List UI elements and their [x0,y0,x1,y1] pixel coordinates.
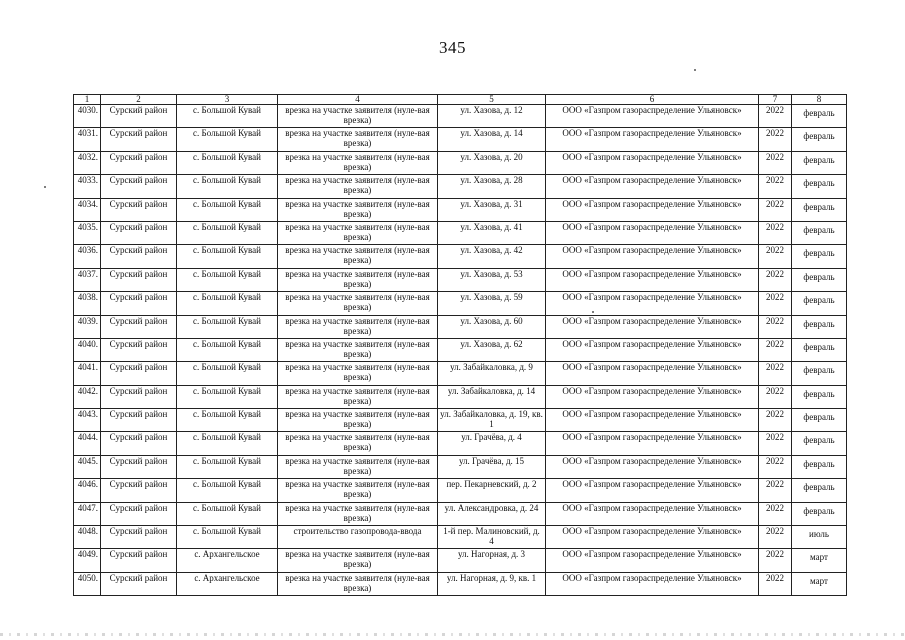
column-header-5: 5 [438,95,546,105]
settlement-cell: с. Архангельское [177,549,278,572]
table-row [74,315,847,338]
settlement-cell: с. Большой Кувай [177,409,278,432]
address-cell: ул. Хазова, д. 28 [438,175,546,198]
organization-cell: ООО «Газпром газораспределение Ульяновск» [546,292,759,315]
settlement-cell: с. Большой Кувай [177,455,278,478]
settlement-cell: с. Большой Кувай [177,362,278,385]
work-type-cell: врезка на участке заявителя (нуле-вая врезка) [278,105,438,128]
month-cell: февраль [792,502,847,525]
settlement-cell: с. Большой Кувай [177,526,278,549]
work-type-cell: врезка на участке заявителя (нуле-вая врезка) [278,432,438,455]
table-row [74,572,847,595]
organization-cell: ООО «Газпром газораспределение Ульяновск» [546,385,759,408]
table-row [74,338,847,361]
data-table [73,94,847,596]
district-cell: Сурский район [101,105,177,128]
work-type-cell: строительство газопровода-ввода [278,526,438,549]
month-cell: февраль [792,362,847,385]
address-cell: ул. Забайкаловка, д. 14 [438,385,546,408]
settlement-cell: с. Большой Кувай [177,151,278,174]
district-cell: Сурский район [101,292,177,315]
organization-cell: ООО «Газпром газораспределение Ульяновск» [546,175,759,198]
row-number-cell: 4039. [74,315,101,338]
column-header-2: 2 [101,95,177,105]
table-row [74,245,847,268]
page-number: 345 [439,38,466,57]
month-cell: февраль [792,151,847,174]
row-number-cell: 4036. [74,245,101,268]
settlement-cell: с. Большой Кувай [177,128,278,151]
district-cell: Сурский район [101,245,177,268]
work-type-cell: врезка на участке заявителя (нуле-вая врезка) [278,409,438,432]
month-cell: февраль [792,479,847,502]
row-number-cell: 4034. [74,198,101,221]
district-cell: Сурский район [101,502,177,525]
row-number-cell: 4048. [74,526,101,549]
address-cell: ул. Хазова, д. 60 [438,315,546,338]
work-type-cell: врезка на участке заявителя (нуле-вая врезка) [278,198,438,221]
year-cell: 2022 [759,245,792,268]
settlement-cell: с. Большой Кувай [177,338,278,361]
address-cell: ул. Забайкаловка, д. 19, кв. 1 [438,409,546,432]
organization-cell: ООО «Газпром газораспределение Ульяновск» [546,268,759,291]
row-number-cell: 4046. [74,479,101,502]
work-type-cell: врезка на участке заявителя (нуле-вая врезка) [278,245,438,268]
row-number-cell: 4045. [74,455,101,478]
column-header-4: 4 [278,95,438,105]
organization-cell: ООО «Газпром газораспределение Ульяновск» [546,151,759,174]
year-cell: 2022 [759,502,792,525]
district-cell: Сурский район [101,221,177,244]
work-type-cell: врезка на участке заявителя (нуле-вая врезка) [278,268,438,291]
district-cell: Сурский район [101,338,177,361]
table-row [74,549,847,572]
district-cell: Сурский район [101,315,177,338]
row-number-cell: 4043. [74,409,101,432]
row-number-cell: 4047. [74,502,101,525]
year-cell: 2022 [759,455,792,478]
table-row [74,479,847,502]
row-number-cell: 4044. [74,432,101,455]
month-cell: март [792,572,847,595]
district-cell: Сурский район [101,479,177,502]
column-header-6: 6 [546,95,759,105]
year-cell: 2022 [759,198,792,221]
column-header-1: 1 [74,95,101,105]
address-cell: ул. Хазова, д. 12 [438,105,546,128]
district-cell: Сурский район [101,385,177,408]
address-cell: ул. Хазова, д. 31 [438,198,546,221]
scan-speck [44,186,46,188]
settlement-cell: с. Архангельское [177,572,278,595]
year-cell: 2022 [759,151,792,174]
organization-cell: ООО «Газпром газораспределение Ульяновск» [546,432,759,455]
year-cell: 2022 [759,385,792,408]
address-cell: ул. Хазова, д. 53 [438,268,546,291]
row-number-cell: 4038. [74,292,101,315]
year-cell: 2022 [759,572,792,595]
year-cell: 2022 [759,128,792,151]
settlement-cell: с. Большой Кувай [177,221,278,244]
month-cell: февраль [792,221,847,244]
work-type-cell: врезка на участке заявителя (нуле-вая врезка) [278,338,438,361]
district-cell: Сурский район [101,432,177,455]
address-cell: ул. Хазова, д. 41 [438,221,546,244]
district-cell: Сурский район [101,549,177,572]
organization-cell: ООО «Газпром газораспределение Ульяновск» [546,128,759,151]
table-row [74,128,847,151]
address-cell: ул. Александровка, д. 24 [438,502,546,525]
table-row [74,385,847,408]
month-cell: февраль [792,338,847,361]
month-cell: февраль [792,315,847,338]
district-cell: Сурский район [101,198,177,221]
table-row [74,105,847,128]
month-cell: март [792,549,847,572]
settlement-cell: с. Большой Кувай [177,245,278,268]
work-type-cell: врезка на участке заявителя (нуле-вая врезка) [278,572,438,595]
organization-cell: ООО «Газпром газораспределение Ульяновск» [546,479,759,502]
scan-speck [694,69,696,71]
row-number-cell: 4040. [74,338,101,361]
column-header-8: 8 [792,95,847,105]
year-cell: 2022 [759,526,792,549]
organization-cell: ООО «Газпром газораспределение Ульяновск» [546,409,759,432]
month-cell: февраль [792,432,847,455]
settlement-cell: с. Большой Кувай [177,268,278,291]
district-cell: Сурский район [101,409,177,432]
settlement-cell: с. Большой Кувай [177,292,278,315]
settlement-cell: с. Большой Кувай [177,105,278,128]
address-cell: ул. Хазова, д. 20 [438,151,546,174]
district-cell: Сурский район [101,572,177,595]
month-cell: февраль [792,455,847,478]
work-type-cell: врезка на участке заявителя (нуле-вая врезка) [278,385,438,408]
year-cell: 2022 [759,105,792,128]
row-number-cell: 4035. [74,221,101,244]
address-cell: ул. Хазова, д. 42 [438,245,546,268]
settlement-cell: с. Большой Кувай [177,432,278,455]
district-cell: Сурский район [101,128,177,151]
work-type-cell: врезка на участке заявителя (нуле-вая врезка) [278,128,438,151]
organization-cell: ООО «Газпром газораспределение Ульяновск» [546,221,759,244]
year-cell: 2022 [759,221,792,244]
year-cell: 2022 [759,338,792,361]
address-cell: ул. Грачёва, д. 4 [438,432,546,455]
row-number-cell: 4042. [74,385,101,408]
work-type-cell: врезка на участке заявителя (нуле-вая врезка) [278,315,438,338]
year-cell: 2022 [759,292,792,315]
district-cell: Сурский район [101,175,177,198]
work-type-cell: врезка на участке заявителя (нуле-вая врезка) [278,362,438,385]
year-cell: 2022 [759,268,792,291]
row-number-cell: 4049. [74,549,101,572]
table-row [74,151,847,174]
work-type-cell: врезка на участке заявителя (нуле-вая врезка) [278,292,438,315]
district-cell: Сурский район [101,268,177,291]
work-type-cell: врезка на участке заявителя (нуле-вая врезка) [278,455,438,478]
work-type-cell: врезка на участке заявителя (нуле-вая врезка) [278,549,438,572]
address-cell: ул. Забайкаловка, д. 9 [438,362,546,385]
month-cell: июль [792,526,847,549]
settlement-cell: с. Большой Кувай [177,385,278,408]
year-cell: 2022 [759,315,792,338]
table-body [74,105,847,596]
year-cell: 2022 [759,409,792,432]
work-type-cell: врезка на участке заявителя (нуле-вая врезка) [278,502,438,525]
row-number-cell: 4032. [74,151,101,174]
month-cell: февраль [792,128,847,151]
table-row [74,175,847,198]
district-cell: Сурский район [101,455,177,478]
address-cell: ул. Нагорная, д. 9, кв. 1 [438,572,546,595]
table-row [74,292,847,315]
month-cell: февраль [792,105,847,128]
year-cell: 2022 [759,479,792,502]
table-row [74,198,847,221]
address-cell: ул. Хазова, д. 14 [438,128,546,151]
table-header-row [74,95,847,105]
settlement-cell: с. Большой Кувай [177,315,278,338]
organization-cell: ООО «Газпром газораспределение Ульяновск» [546,198,759,221]
column-header-3: 3 [177,95,278,105]
month-cell: февраль [792,409,847,432]
month-cell: февраль [792,175,847,198]
address-cell: ул. Хазова, д. 59 [438,292,546,315]
year-cell: 2022 [759,432,792,455]
month-cell: февраль [792,198,847,221]
scan-edge-noise [0,633,905,636]
row-number-cell: 4033. [74,175,101,198]
organization-cell: ООО «Газпром газораспределение Ульяновск» [546,502,759,525]
row-number-cell: 4050. [74,572,101,595]
settlement-cell: с. Большой Кувай [177,502,278,525]
address-cell: пер. Пекарневский, д. 2 [438,479,546,502]
row-number-cell: 4031. [74,128,101,151]
work-type-cell: врезка на участке заявителя (нуле-вая врезка) [278,221,438,244]
table-row [74,409,847,432]
organization-cell: ООО «Газпром газораспределение Ульяновск» [546,572,759,595]
row-number-cell: 4037. [74,268,101,291]
district-cell: Сурский район [101,526,177,549]
organization-cell: ООО «Газпром газораспределение Ульяновск» [546,455,759,478]
row-number-cell: 4030. [74,105,101,128]
year-cell: 2022 [759,362,792,385]
work-type-cell: врезка на участке заявителя (нуле-вая врезка) [278,479,438,502]
table-row [74,455,847,478]
organization-cell: ООО «Газпром газораспределение Ульяновск» [546,526,759,549]
settlement-cell: с. Большой Кувай [177,175,278,198]
organization-cell: ООО «Газпром газораспределение Ульяновск» [546,549,759,572]
work-type-cell: врезка на участке заявителя (нуле-вая врезка) [278,175,438,198]
address-cell: ул. Хазова, д. 62 [438,338,546,361]
year-cell: 2022 [759,549,792,572]
work-type-cell: врезка на участке заявителя (нуле-вая врезка) [278,151,438,174]
table-row [74,362,847,385]
column-header-7: 7 [759,95,792,105]
table-row [74,502,847,525]
organization-cell: ООО «Газпром газораспределение Ульяновск» [546,245,759,268]
month-cell: февраль [792,385,847,408]
address-cell: ул. Нагорная, д. 3 [438,549,546,572]
district-cell: Сурский район [101,151,177,174]
organization-cell: ООО «Газпром газораспределение Ульяновск» [546,362,759,385]
year-cell: 2022 [759,175,792,198]
table-row [74,268,847,291]
address-cell: ул. Грачёва, д. 15 [438,455,546,478]
organization-cell: ООО «Газпром газораспределение Ульяновск» [546,105,759,128]
settlement-cell: с. Большой Кувай [177,198,278,221]
row-number-cell: 4041. [74,362,101,385]
organization-cell: ООО «Газпром газораспределение Ульяновск» [546,338,759,361]
settlement-cell: с. Большой Кувай [177,479,278,502]
address-cell: 1-й пер. Малиновский, д. 4 [438,526,546,549]
month-cell: февраль [792,245,847,268]
table-row [74,432,847,455]
table-row [74,526,847,549]
district-cell: Сурский район [101,362,177,385]
table-row [74,221,847,244]
organization-cell: ООО «Газпром газораспределение Ульяновск» [546,315,759,338]
month-cell: февраль [792,292,847,315]
month-cell: февраль [792,268,847,291]
